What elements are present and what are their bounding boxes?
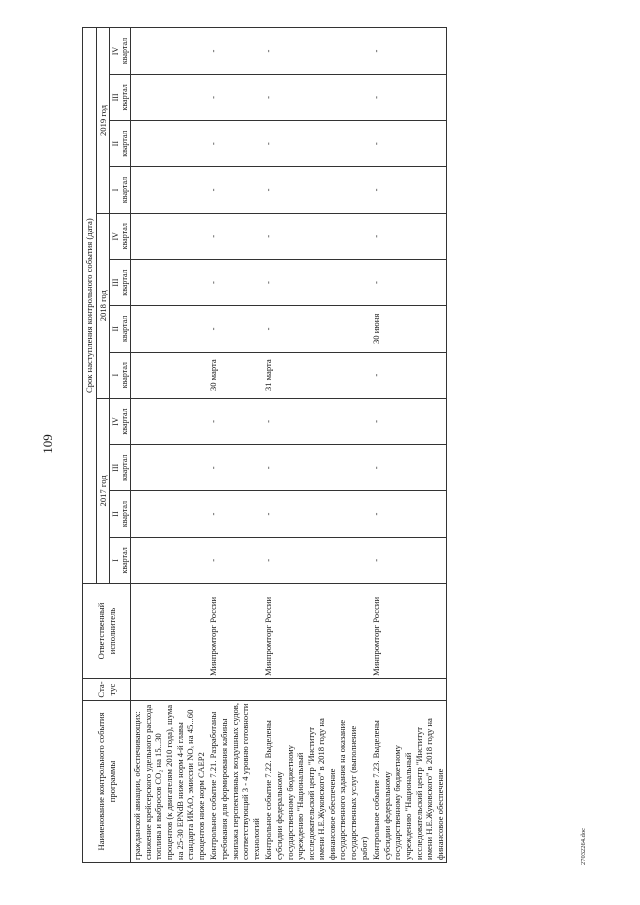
header-quarter [110,306,131,352]
deadline-cell: - [262,74,370,120]
deadline-cell: - [207,398,262,444]
header-quarter [110,74,131,120]
deadline-cell [131,398,208,444]
footer-filename: 27032264.doc [580,827,588,866]
deadline-cell: - [370,121,447,167]
header-quarter [110,491,131,537]
table-row [262,28,370,863]
quarter-numeral: IV [111,232,121,241]
deadline-cell: - [262,167,370,213]
deadline-cell [131,74,208,120]
header-event-name: Наименование контрольного события программы [83,701,131,863]
deadline-cell [131,306,208,352]
status-cell [370,679,447,701]
deadline-cell: - [207,121,262,167]
quarter-word: квартал [120,408,130,435]
deadline-cell: - [207,537,262,583]
page-number: 109 [39,434,55,454]
responsible-cell: Минпромторг России [370,584,447,679]
deadline-cell: - [370,491,447,537]
quarter-numeral: III [111,278,121,287]
deadline-cell: - [207,306,262,352]
quarter-word: квартал [120,176,130,204]
deadline-cell: - [370,352,447,398]
quarter-word: квартал [120,37,130,65]
deadline-cell: - [370,74,447,120]
quarter-numeral: I [111,559,121,562]
deadline-cell: - [207,491,262,537]
quarter-numeral: I [111,188,121,192]
deadline-cell: - [370,213,447,259]
event-name-cell: гражданской авиации, обеспечивающих: снижение крейсерского удельного расхода топлива и выбросов CO₂ на 15...30 процентов (к двигателям 2010 года), шума на 25-30 EPNdB ниже норм 4-й главы стандарта ИКАО, эмиссии NOₓ на 45...60 процентов ниже норм САЕР2 [131,701,208,863]
quarter-word: квартал [120,547,130,574]
event-name-cell: Контрольное событие 7.22. Выделены субсидии федеральному государственному бюджетному учреждению "Национальный исследовательский центр "Институт имени Н.Е.Жуковского" в 2018 году на финансовое обеспечение государственного задания на оказание государственных услуг (выполнение работ) [262,701,370,863]
status-cell [131,679,208,701]
deadline-cell: - [262,445,370,491]
header-quarter [110,352,131,398]
deadline-cell: 31 марта [262,352,370,398]
header-quarter [110,121,131,167]
deadline-cell [131,537,208,583]
deadline-cell: - [262,537,370,583]
header-quarter [110,445,131,491]
event-name-cell: Контрольное событие 7.23. Выделены субсидии федеральному государственному бюджетному учреждению "Национальный исследовательский центр "Институт имени Н.Е.Жуковского" в 2018 году на финансовое обеспечение [370,701,447,863]
header-quarter [110,398,131,444]
deadline-cell [131,167,208,213]
quarter-word: квартал [120,130,130,157]
quarter-numeral: III [111,463,121,472]
table-row [370,28,447,863]
deadline-cell: - [370,398,447,444]
deadline-cell: - [370,167,447,213]
header-quarter [110,537,131,583]
header-quarter [110,28,131,74]
deadline-cell: - [262,306,370,352]
table-row [207,28,262,863]
header-year-2019: 2019 год [96,28,110,213]
deadline-cell: - [370,259,447,305]
header-deadline: Срок наступления контрольного события (дата) [83,28,97,584]
deadline-cell: - [262,398,370,444]
quarter-word: квартал [120,500,130,528]
header-quarter [110,213,131,259]
table-body [131,28,447,863]
deadline-cell: - [207,167,262,213]
deadline-cell: - [262,28,370,74]
responsible-cell: Минпромторг России [262,584,370,679]
responsible-cell: Минпромторг России [207,584,262,679]
deadline-cell: - [207,74,262,120]
status-cell [262,679,370,701]
deadline-cell [131,213,208,259]
header-responsible: Ответственный исполнитель [83,584,131,679]
quarter-word: квартал [120,454,130,481]
quarter-numeral: II [111,141,121,147]
deadline-cell: - [370,28,447,74]
event-name-cell: Контрольное событие 7.21. Разработаны требования для формирования кабины экипажа перспективных воздушных судов, соответствующий 3 - 4 уровню готовности технологий [207,701,262,863]
quarter-word: квартал [120,269,130,296]
deadline-cell: - [262,121,370,167]
deadline-cell: 30 марта [207,352,262,398]
quarter-numeral: IV [111,46,121,56]
header-quarter [110,167,131,213]
table-row [131,28,208,863]
header-year-2017: 2017 год [96,398,110,583]
status-cell [207,679,262,701]
deadline-cell: - [370,445,447,491]
deadline-cell: 30 июня [370,306,447,352]
header-quarter [110,259,131,305]
deadline-cell: - [207,445,262,491]
quarter-numeral: II [111,326,121,332]
header-status: Ста-тус [83,679,131,701]
header-year-2018: 2018 год [96,213,110,398]
quarter-word: квартал [120,315,130,342]
quarter-numeral: IV [111,417,121,426]
quarter-numeral: II [111,511,121,517]
deadline-cell: - [370,537,447,583]
quarter-numeral: III [111,93,121,102]
quarter-word: квартал [120,223,130,250]
deadline-cell: - [207,259,262,305]
deadline-cell: - [262,213,370,259]
deadline-cell [131,28,208,74]
deadline-cell [131,491,208,537]
quarter-numeral: I [111,373,121,377]
deadline-cell: - [262,491,370,537]
control-events-table [82,27,447,863]
quarter-word: квартал [120,362,130,389]
deadline-cell: - [207,28,262,74]
deadline-cell: - [207,213,262,259]
deadline-cell [131,445,208,491]
deadline-cell [131,259,208,305]
quarter-word: квартал [120,84,130,111]
rotated-table-container [82,28,607,866]
deadline-cell: - [262,259,370,305]
deadline-cell [131,121,208,167]
deadline-cell [131,352,208,398]
responsible-cell [131,584,208,679]
